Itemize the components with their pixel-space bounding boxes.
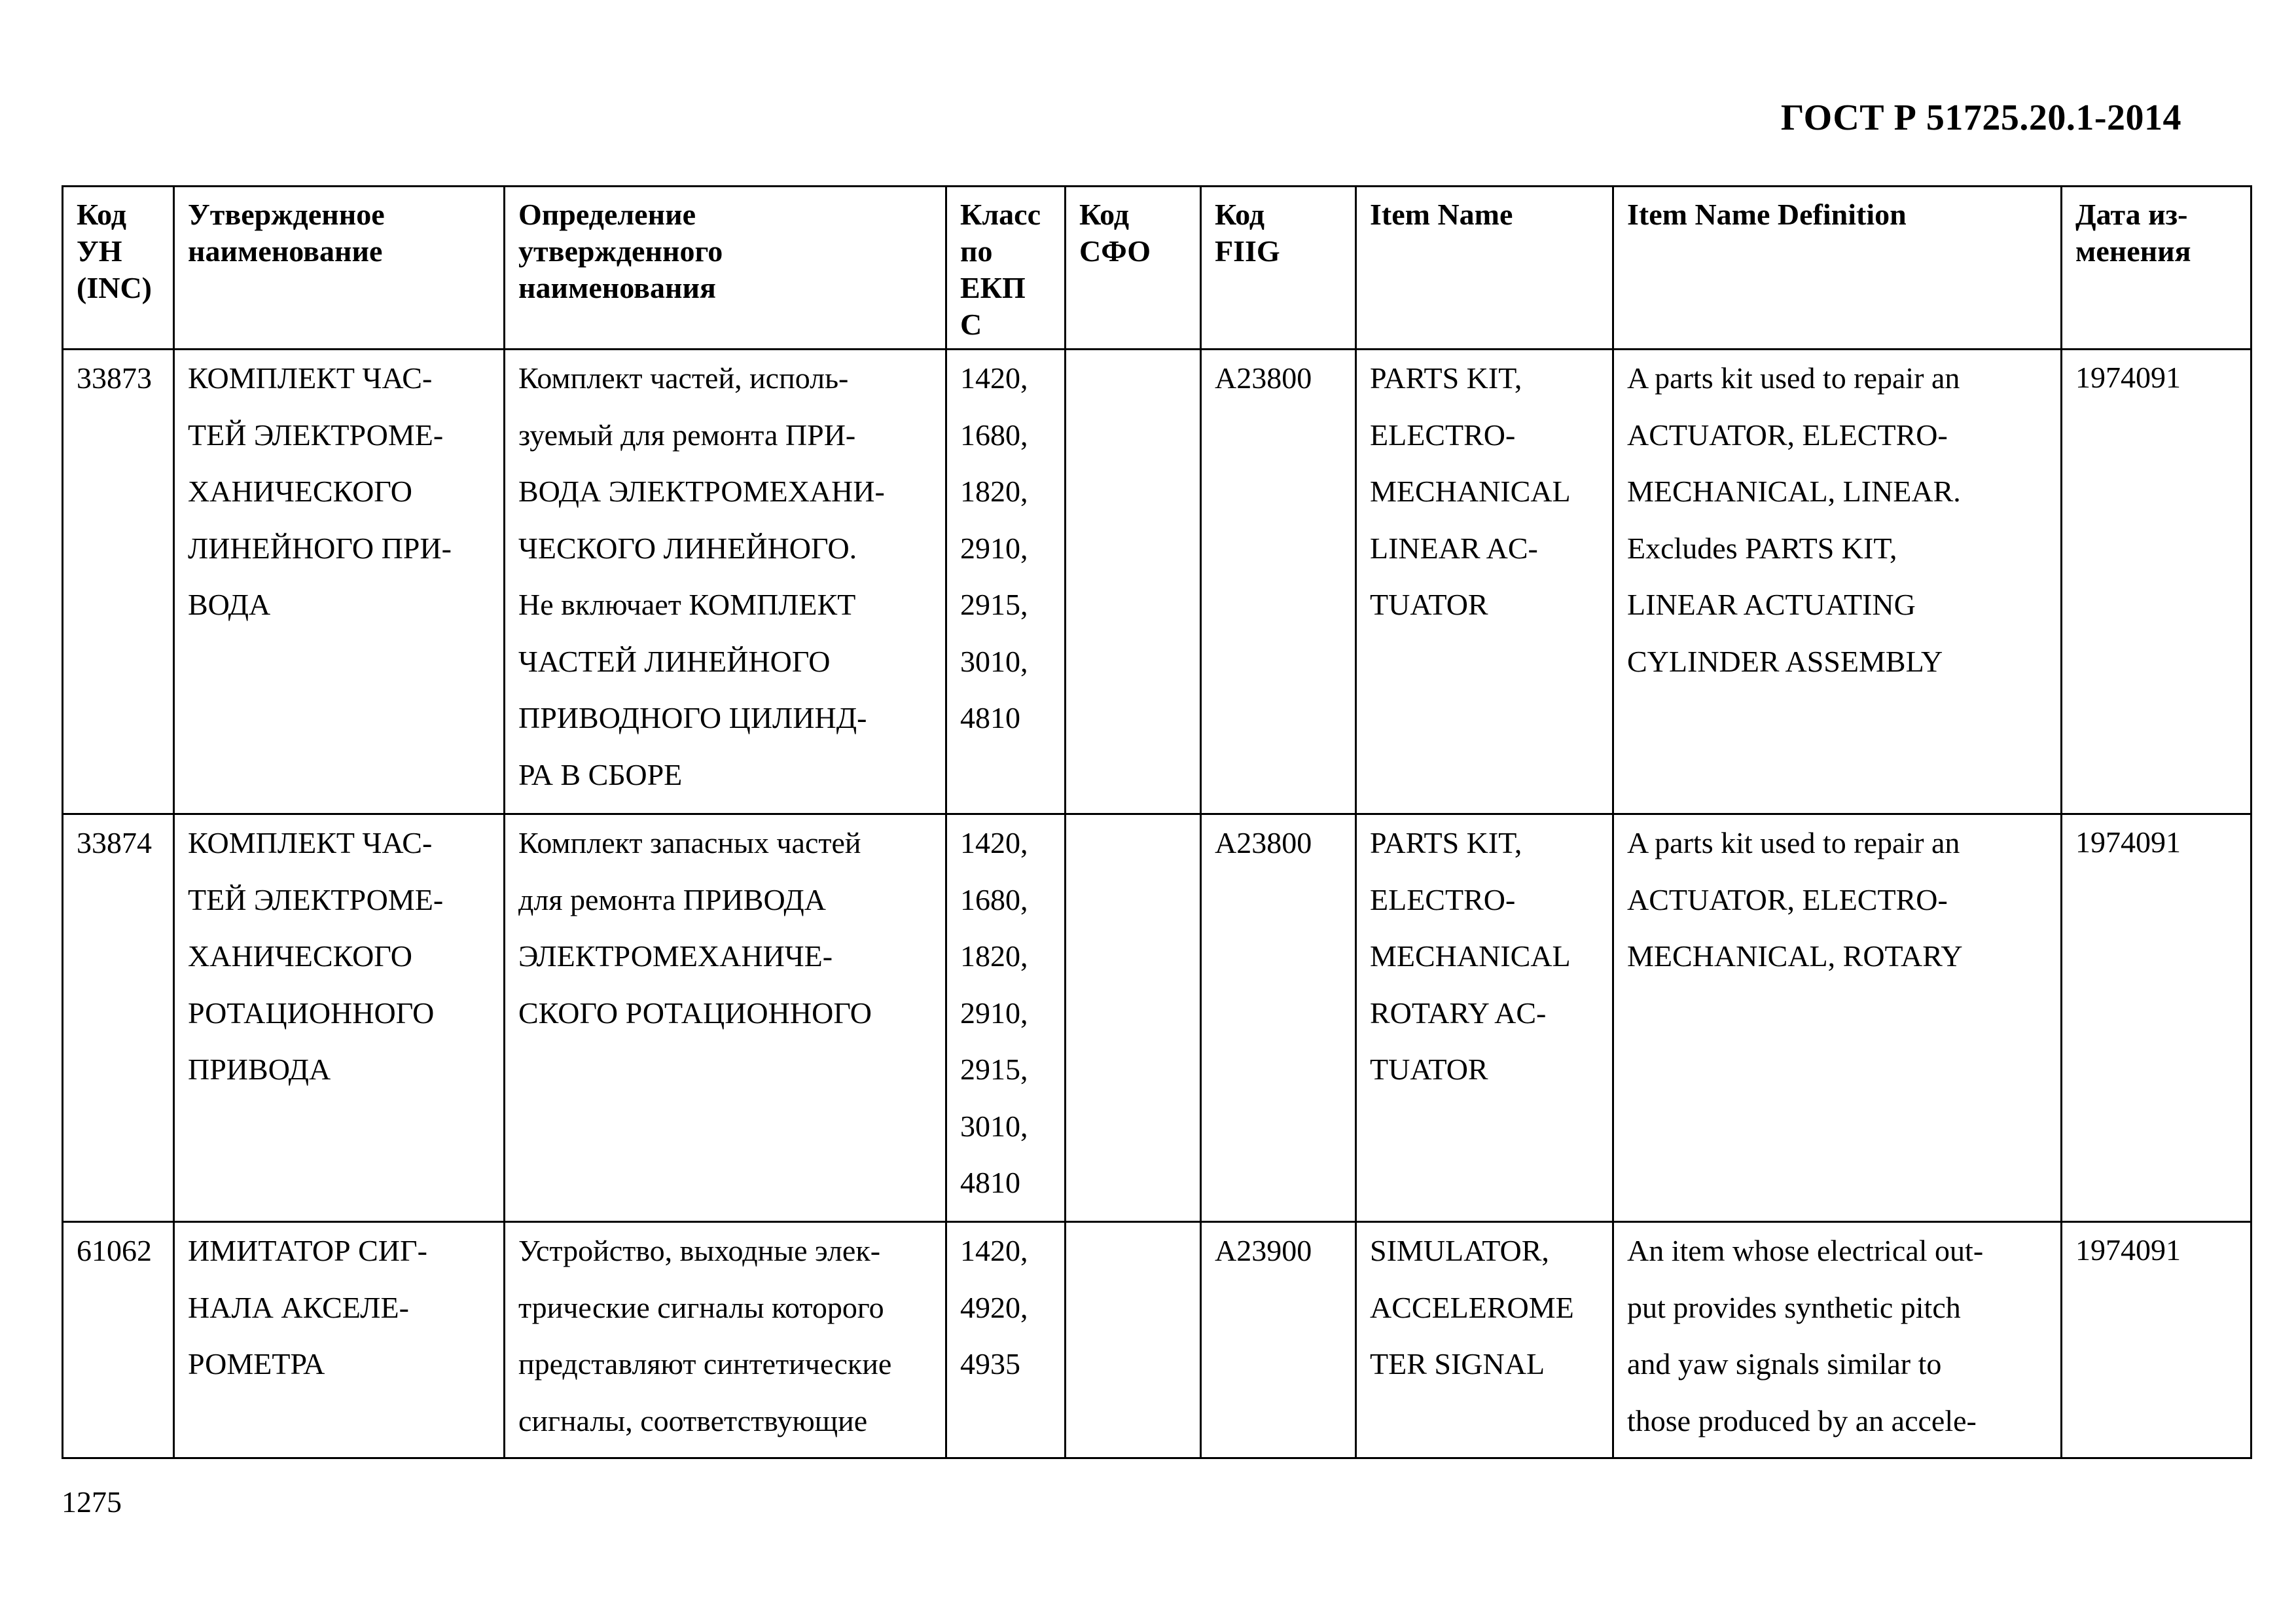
header-inc: Код УН (INC) bbox=[63, 187, 174, 350]
cell-ekps-class: 1420, 1680, 1820, 2910, 2915, 3010, 4810 bbox=[946, 814, 1066, 1222]
cell-item-name: SIMULATOR, ACCELEROME TER SIGNAL bbox=[1356, 1222, 1613, 1458]
table-row bbox=[63, 814, 2251, 1222]
cell-definition: Комплект частей, исполь- зуемый для ремонта ПРИ- ВОДА ЭЛЕКТРОМЕХАНИ- ЧЕСКОГО ЛИНЕЙНОГО. Не включает КОМПЛЕКТ ЧАСТЕЙ ЛИНЕЙНОГО ПРИВОДНОГО ЦИЛИНД- РА В СБОРЕ bbox=[505, 350, 946, 814]
inc-table bbox=[62, 185, 2252, 1459]
document-code: ГОСТ Р 51725.20.1-2014 bbox=[1780, 98, 2181, 138]
cell-item-name: PARTS KIT, ELECTRO- MECHANICAL LINEAR AC- TUATOR bbox=[1356, 350, 1613, 814]
cell-item-name-definition: An item whose electrical out- put provides synthetic pitch and yaw signals similar to those produced by an accele- bbox=[1613, 1222, 2062, 1458]
cell-sfo-code bbox=[1066, 1222, 1201, 1458]
cell-item-name-definition: A parts kit used to repair an ACTUATOR, ELECTRO- MECHANICAL, ROTARY bbox=[1613, 814, 2062, 1222]
cell-item-name: PARTS KIT, ELECTRO- MECHANICAL ROTARY AC- TUATOR bbox=[1356, 814, 1613, 1222]
cell-sfo-code bbox=[1066, 350, 1201, 814]
cell-approved-name: ИМИТАТОР СИГ- НАЛА АКСЕЛЕ- РОМЕТРА bbox=[174, 1222, 505, 1458]
table-header-row bbox=[63, 187, 2251, 350]
cell-inc: 33874 bbox=[63, 814, 174, 1222]
header-fiig-code: Код FIIG bbox=[1201, 187, 1356, 350]
cell-inc: 33873 bbox=[63, 350, 174, 814]
header-change-date: Дата из- менения bbox=[2062, 187, 2251, 350]
header-definition: Определение утвержденного наименования bbox=[505, 187, 946, 350]
cell-definition: Устройство, выходные элек- трические сигналы которого представляют синтетические сигналы, соответствующие bbox=[505, 1222, 946, 1458]
table-row bbox=[63, 350, 2251, 814]
cell-approved-name: КОМПЛЕКТ ЧАС- ТЕЙ ЭЛЕКТРОМЕ- ХАНИЧЕСКОГО ЛИНЕЙНОГО ПРИ- ВОДА bbox=[174, 350, 505, 814]
cell-approved-name: КОМПЛЕКТ ЧАС- ТЕЙ ЭЛЕКТРОМЕ- ХАНИЧЕСКОГО РОТАЦИОННОГО ПРИВОДА bbox=[174, 814, 505, 1222]
cell-inc: 61062 bbox=[63, 1222, 174, 1458]
cell-sfo-code bbox=[1066, 814, 1201, 1222]
cell-change-date: 1974091 bbox=[2062, 1222, 2251, 1458]
page-number: 1275 bbox=[62, 1485, 122, 1519]
header-approved-name: Утвержденное наименование bbox=[174, 187, 505, 350]
header-item-name-definition: Item Name Definition bbox=[1613, 187, 2062, 350]
header-ekps-class: Класс по ЕКП С bbox=[946, 187, 1066, 350]
table-row bbox=[63, 1222, 2251, 1458]
cell-item-name-definition: A parts kit used to repair an ACTUATOR, ELECTRO- MECHANICAL, LINEAR. Excludes PARTS KIT, LINEAR ACTUATING CYLINDER ASSEMBLY bbox=[1613, 350, 2062, 814]
cell-fiig-code: A23800 bbox=[1201, 350, 1356, 814]
cell-ekps-class: 1420, 4920, 4935 bbox=[946, 1222, 1066, 1458]
header-sfo-code: Код СФО bbox=[1066, 187, 1201, 350]
cell-definition: Комплект запасных частей для ремонта ПРИВОДА ЭЛЕКТРОМЕХАНИЧЕ- СКОГО РОТАЦИОННОГО bbox=[505, 814, 946, 1222]
header-item-name: Item Name bbox=[1356, 187, 1613, 350]
cell-fiig-code: A23800 bbox=[1201, 814, 1356, 1222]
cell-ekps-class: 1420, 1680, 1820, 2910, 2915, 3010, 4810 bbox=[946, 350, 1066, 814]
cell-fiig-code: A23900 bbox=[1201, 1222, 1356, 1458]
cell-change-date: 1974091 bbox=[2062, 350, 2251, 814]
cell-change-date: 1974091 bbox=[2062, 814, 2251, 1222]
